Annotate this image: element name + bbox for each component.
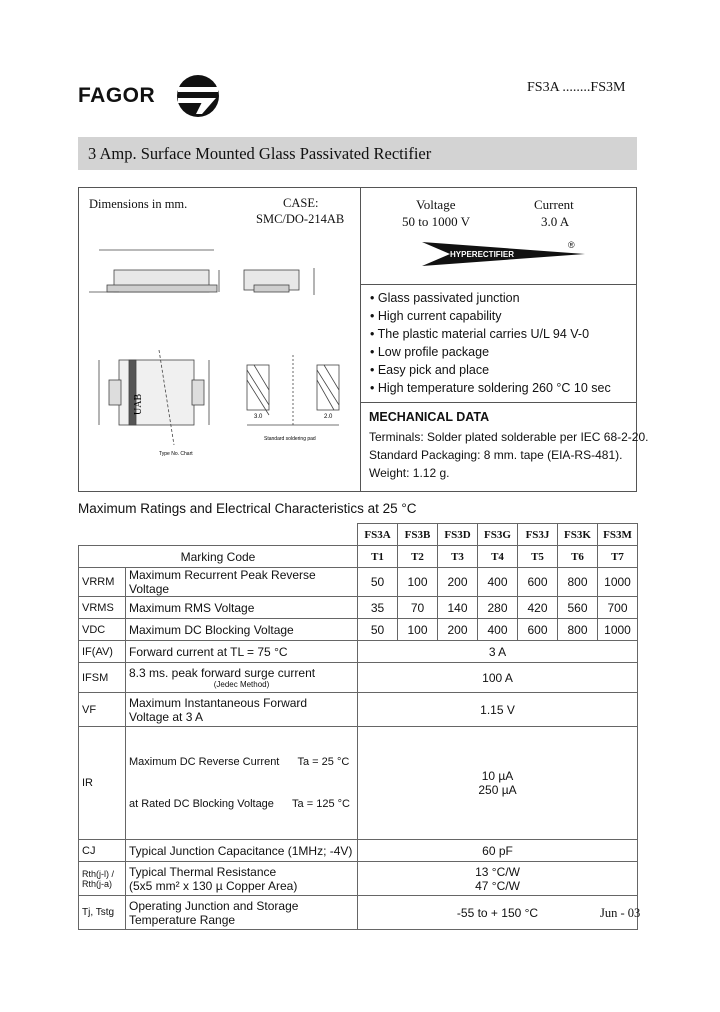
table-row	[79, 862, 638, 896]
value-cell	[358, 727, 638, 840]
feature-item: • Easy pick and place	[370, 363, 490, 377]
symbol-cell: VF	[79, 693, 126, 727]
feature-item: • Glass passivated junction	[370, 291, 520, 305]
part-header: FS3K	[558, 524, 598, 546]
table-row	[79, 568, 638, 597]
desc-cell: Maximum DC Blocking Voltage	[126, 619, 358, 641]
value-cell: 800	[558, 568, 598, 597]
desc-cell	[126, 663, 358, 693]
divider	[360, 187, 361, 492]
table-row	[79, 727, 638, 840]
symbol-cell: CJ	[79, 840, 126, 862]
mechanical-title: MECHANICAL DATA	[369, 410, 490, 424]
desc-text: Voltage at 3 A	[129, 709, 204, 724]
desc-cell: Maximum RMS Voltage	[126, 597, 358, 619]
table-row	[79, 619, 638, 641]
marking-code: T5	[518, 546, 558, 568]
fagor-emblem-icon	[174, 74, 222, 118]
value-cell: 400	[478, 568, 518, 597]
ratings-table	[78, 523, 641, 930]
hyper-mark: ®	[568, 240, 575, 250]
table-row	[79, 693, 638, 727]
feature-item: • Low profile package	[370, 345, 490, 359]
value-cell: 140	[438, 597, 478, 619]
value-cell: 3 A	[358, 641, 638, 663]
marking-code: T3	[438, 546, 478, 568]
value-cell: 50	[358, 568, 398, 597]
part-header: FS3D	[438, 524, 478, 546]
desc-text: Operating Junction and Storage	[129, 898, 299, 913]
desc-cell	[126, 862, 358, 896]
desc-cell	[126, 896, 358, 930]
value-cell: 200	[438, 568, 478, 597]
table-row	[79, 896, 638, 930]
title-bar	[78, 137, 637, 170]
table-row	[79, 641, 638, 663]
fagor-logo	[78, 74, 228, 118]
voltage-value: 50 to 1000 V	[402, 214, 471, 229]
desc-text: 8.3 ms. peak forward surge current	[129, 666, 316, 680]
value-cell: 280	[478, 597, 518, 619]
desc-text: Typical Thermal Resistance	[129, 864, 277, 879]
document-title: 3 Amp. Surface Mounted Glass Passivated Rectifier	[88, 144, 432, 163]
case-package: SMC/DO-214AB	[256, 212, 345, 226]
symbol-cell: IR	[79, 727, 126, 840]
feature-item: • High temperature soldering 260 °C 10 sec	[370, 381, 611, 395]
value-text: 47 °C/W	[475, 878, 520, 893]
features-list	[370, 289, 611, 397]
value-cell: 1000	[598, 619, 638, 641]
current-value: 3.0 A	[541, 214, 570, 229]
mechanical-line: Weight: 1.12 g.	[369, 466, 450, 480]
desc-cell	[126, 727, 358, 840]
value-cell: 1000	[598, 568, 638, 597]
feature-item: • High current capability	[370, 309, 502, 323]
table-row	[79, 524, 638, 546]
diagram-body-text: UAB	[133, 393, 144, 415]
table-corner	[79, 524, 358, 546]
logo-text: FAGOR	[78, 84, 156, 107]
desc-text: at Rated DC Blocking Voltage Ta = 125 °C	[129, 798, 350, 810]
table-title: Maximum Ratings and Electrical Characteristics at 25 °C	[78, 501, 417, 516]
value-cell: 100 A	[358, 663, 638, 693]
symbol-cell: IF(AV)	[79, 641, 126, 663]
marking-code: T2	[398, 546, 438, 568]
value-cell: 100	[398, 619, 438, 641]
marking-code: T6	[558, 546, 598, 568]
value-cell: 60 pF	[358, 840, 638, 862]
value-cell: 600	[518, 568, 558, 597]
desc-cell	[126, 693, 358, 727]
symbol-cell: Rth(j-l) / Rth(j-a)	[79, 862, 126, 896]
marking-code: T1	[358, 546, 398, 568]
part-header: FS3A	[358, 524, 398, 546]
part-header: FS3J	[518, 524, 558, 546]
dimensions-label: Dimensions in mm.	[89, 197, 188, 211]
value-cell: -55 to + 150 °C	[358, 896, 638, 930]
desc-text: Maximum Instantaneous Forward	[129, 695, 308, 710]
desc-text: Maximum DC Reverse Current Ta = 25 °C	[129, 756, 350, 768]
hyperectifier-logo	[420, 236, 590, 272]
desc-cell: Maximum Recurrent Peak Reverse Voltage	[126, 568, 358, 597]
diagram-dim-b: 2.0	[324, 414, 333, 420]
marking-code: T4	[478, 546, 518, 568]
value-cell: 560	[558, 597, 598, 619]
value-cell: 800	[558, 619, 598, 641]
symbol-cell: VDC	[79, 619, 126, 641]
case-label: CASE:	[283, 196, 319, 210]
marking-label: Marking Code	[79, 546, 358, 568]
part-header: FS3M	[598, 524, 638, 546]
desc-text: (5x5 mm² x 130 µ Copper Area)	[129, 878, 298, 893]
value-text: 10 µA	[481, 769, 514, 783]
value-text: 13 °C/W	[475, 864, 520, 879]
part-header: FS3B	[398, 524, 438, 546]
mechanical-line: Standard Packaging: 8 mm. tape (EIA-RS-481).	[369, 448, 623, 462]
footer-date: Jun - 03	[600, 906, 641, 920]
hyper-text: HYPERECTIFIER	[450, 250, 515, 259]
desc-cell: Typical Junction Capacitance (1MHz; -4V)	[126, 840, 358, 862]
desc-cell: Forward current at TL = 75 °C	[126, 641, 358, 663]
part-header: FS3G	[478, 524, 518, 546]
value-cell: 400	[478, 619, 518, 641]
table-row	[79, 597, 638, 619]
table-row	[79, 663, 638, 693]
value-cell: 420	[518, 597, 558, 619]
voltage-label: Voltage	[416, 197, 456, 212]
table-row	[79, 840, 638, 862]
marking-code: T7	[598, 546, 638, 568]
divider	[361, 402, 637, 403]
current-label: Current	[534, 197, 574, 212]
symbol-cell: Tj, Tstg	[79, 896, 126, 930]
diagram-dim-a: 3.0	[254, 414, 263, 420]
value-cell: 700	[598, 597, 638, 619]
value-cell	[358, 862, 638, 896]
mechanical-line: Terminals: Solder plated solderable per IEC 68-2-20.	[369, 430, 649, 444]
value-cell: 1.15 V	[358, 693, 638, 727]
value-cell: 600	[518, 619, 558, 641]
diagram-label-right: Standard soldering pad	[264, 436, 316, 442]
value-text: 250 µA	[478, 783, 517, 797]
desc-note: (Jedec Method)	[213, 680, 270, 689]
value-cell: 35	[358, 597, 398, 619]
desc-text: Temperature Range	[129, 912, 236, 927]
feature-item: • The plastic material carries U/L 94 V-0	[370, 327, 590, 341]
symbol-cell: IFSM	[79, 663, 126, 693]
divider	[361, 284, 637, 285]
symbol-cell: VRMS	[79, 597, 126, 619]
value-cell: 50	[358, 619, 398, 641]
value-cell: 100	[398, 568, 438, 597]
diagram-label-left: Type No. Chart	[159, 451, 193, 457]
table-row	[79, 546, 638, 568]
value-cell: 200	[438, 619, 478, 641]
part-range: FS3A ........FS3M	[527, 80, 626, 95]
package-drawing	[79, 230, 359, 490]
symbol-cell: VRRM	[79, 568, 126, 597]
value-cell: 70	[398, 597, 438, 619]
